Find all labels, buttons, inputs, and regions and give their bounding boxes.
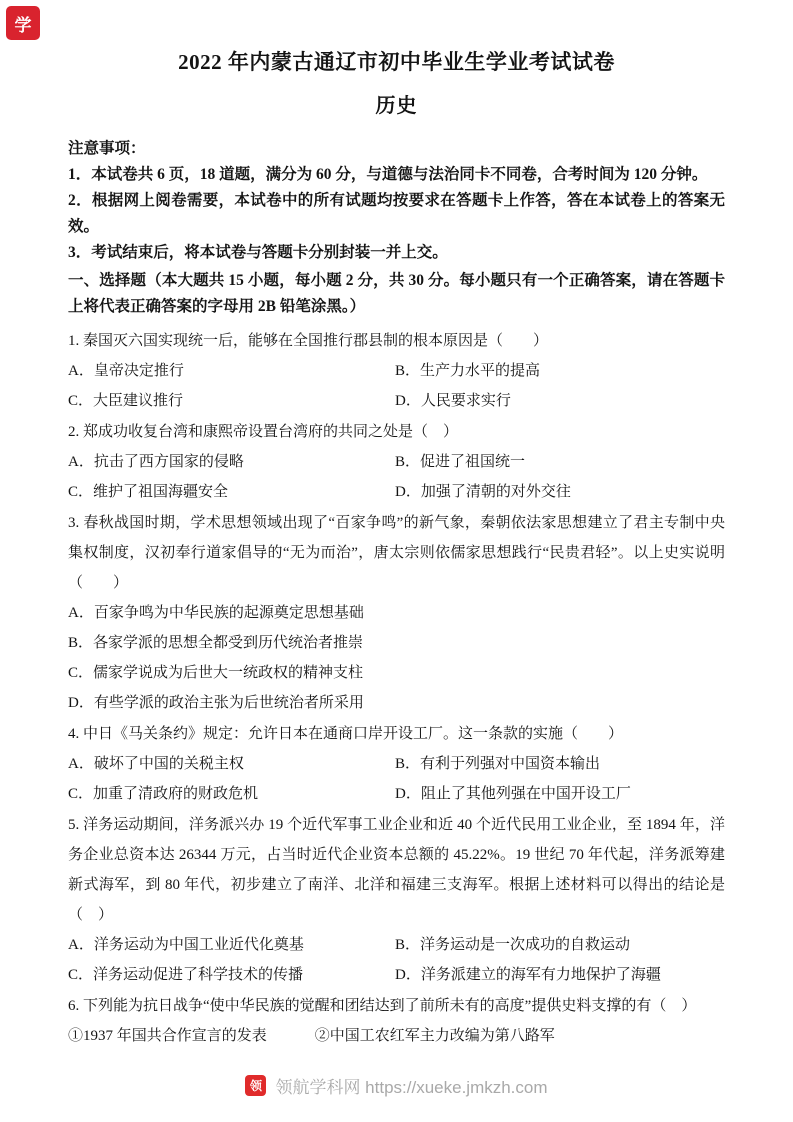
question-2-stem: 2. 郑成功收复台湾和康熙帝设置台湾府的共同之处是（ ） xyxy=(68,424,459,440)
question-4 xyxy=(68,719,725,809)
question-4-option-b: B．有利于列强对中国资本输出 xyxy=(395,756,601,772)
question-2-option-c: C．维护了祖国海疆安全 xyxy=(68,484,229,500)
question-5-options xyxy=(68,930,725,990)
notice-item-1: 1．本试卷共 6 页，18 道题，满分为 60 分，与道德与法治同卡不同卷，合考时间为 120 分钟。 xyxy=(68,166,708,183)
exam-title: 2022 年内蒙古通辽市初中毕业生学业考试试卷 xyxy=(178,50,615,74)
question-4-option-d: D．阻止了其他列强在中国开设工厂 xyxy=(395,786,631,802)
notices-block xyxy=(68,136,725,266)
question-3-stem: 3. 春秋战国时期，学术思想领域出现了“百家争鸣”的新气象，秦朝依法家思想建立了君主专制中央集权制度，汉初奉行道家倡导的“无为而治”，唐太宗则依儒家思想践行“民贵君轻”。以上史实说明（ ） xyxy=(68,515,725,591)
question-5-option-a: A．洋务运动为中国工业近代化奠基 xyxy=(68,937,304,953)
question-4-options xyxy=(68,749,725,809)
question-1-option-c: C．大臣建议推行 xyxy=(68,393,184,409)
question-1-stem: 1. 秦国灭六国实现统一后，能够在全国推行郡县制的根本原因是（ ） xyxy=(68,333,549,349)
question-1-option-a: A．皇帝决定推行 xyxy=(68,363,184,379)
question-4-option-c: C．加重了清政府的财政危机 xyxy=(68,786,259,802)
question-4-option-a: A．破坏了中国的关税主权 xyxy=(68,756,244,772)
question-5-option-b: B．洋务运动是一次成功的自救运动 xyxy=(395,937,631,953)
question-6-stem: 6. 下列能为抗日战争“使中华民族的觉醒和团结达到了前所未有的高度”提供史料支撑的有（ ） xyxy=(68,998,697,1014)
question-5 xyxy=(68,810,725,990)
section-heading: 一、选择题（本大题共 15 小题，每小题 2 分，共 30 分。每小题只有一个正确答案，请在答题卡上将代表正确答案的字母用 2B 铅笔涂黑。） xyxy=(68,272,725,315)
question-2-options xyxy=(68,447,725,507)
questions-list xyxy=(68,326,725,1051)
notice-item-3: 3．考试结束后，将本试卷与答题卡分别封装一并上交。 xyxy=(68,244,448,261)
watermark-text: 领航学科网 https://xueke.jmkzh.com xyxy=(275,1078,548,1097)
question-6-item-1: ①1937 年国共合作宣言的发表 xyxy=(68,1028,267,1044)
question-2-option-d: D．加强了清朝的对外交往 xyxy=(395,484,571,500)
question-5-stem: 5. 洋务运动期间，洋务派兴办 19 个近代军事工业企业和近 40 个近代民用工业企业，至 1894 年，洋务企业总资本达 26344 万元，占当时近代企业资本总额的 45.22%。19 世纪 70 年代起，洋务派筹建新式海军，到 80 年代，初步建立了南洋、北洋和福建三支海军。根据上述材料可以得出的结论是（ ） xyxy=(68,817,725,923)
question-5-option-d: D．洋务派建立的海军有力地保护了海疆 xyxy=(395,967,661,983)
question-1-options xyxy=(68,356,725,416)
question-3 xyxy=(68,508,725,718)
question-2-option-a: A．抗击了西方国家的侵略 xyxy=(68,454,244,470)
watermark-logo-icon: 领 xyxy=(245,1075,266,1096)
question-2 xyxy=(68,417,725,507)
question-3-option-c: C．儒家学说成为后世大一统政权的精神支柱 xyxy=(68,665,364,681)
question-3-option-a: A．百家争鸣为中华民族的起源奠定思想基础 xyxy=(68,605,364,621)
question-1-option-d: D．人民要求实行 xyxy=(395,393,511,409)
question-5-option-c: C．洋务运动促进了科学技术的传播 xyxy=(68,967,304,983)
question-3-options xyxy=(68,598,725,718)
question-6-item-2: ②中国工农红军主力改编为第八路军 xyxy=(314,1028,555,1044)
question-1-option-b: B．生产力水平的提高 xyxy=(395,363,541,379)
notice-item-2: 2．根据网上阅卷需要，本试卷中的所有试题均按要求在答题卡上作答，答在本试卷上的答案无效。 xyxy=(68,192,725,235)
question-2-option-b: B．促进了祖国统一 xyxy=(395,454,526,470)
question-6 xyxy=(68,991,725,1051)
xueke-logo-icon: 学 xyxy=(6,6,40,40)
watermark xyxy=(0,1073,793,1098)
question-1 xyxy=(68,326,725,416)
notices-heading: 注意事项： xyxy=(68,140,146,157)
question-3-option-d: D．有些学派的政治主张为后世统治者所采用 xyxy=(68,695,364,711)
question-3-option-b: B．各家学派的思想全都受到历代统治者推崇 xyxy=(68,635,364,651)
question-4-stem: 4. 中日《马关条约》规定：允许日本在通商口岸开设工厂。这一条款的实施（ ） xyxy=(68,726,624,742)
question-6-sub-items xyxy=(68,1021,725,1051)
exam-subject: 历史 xyxy=(375,95,418,117)
